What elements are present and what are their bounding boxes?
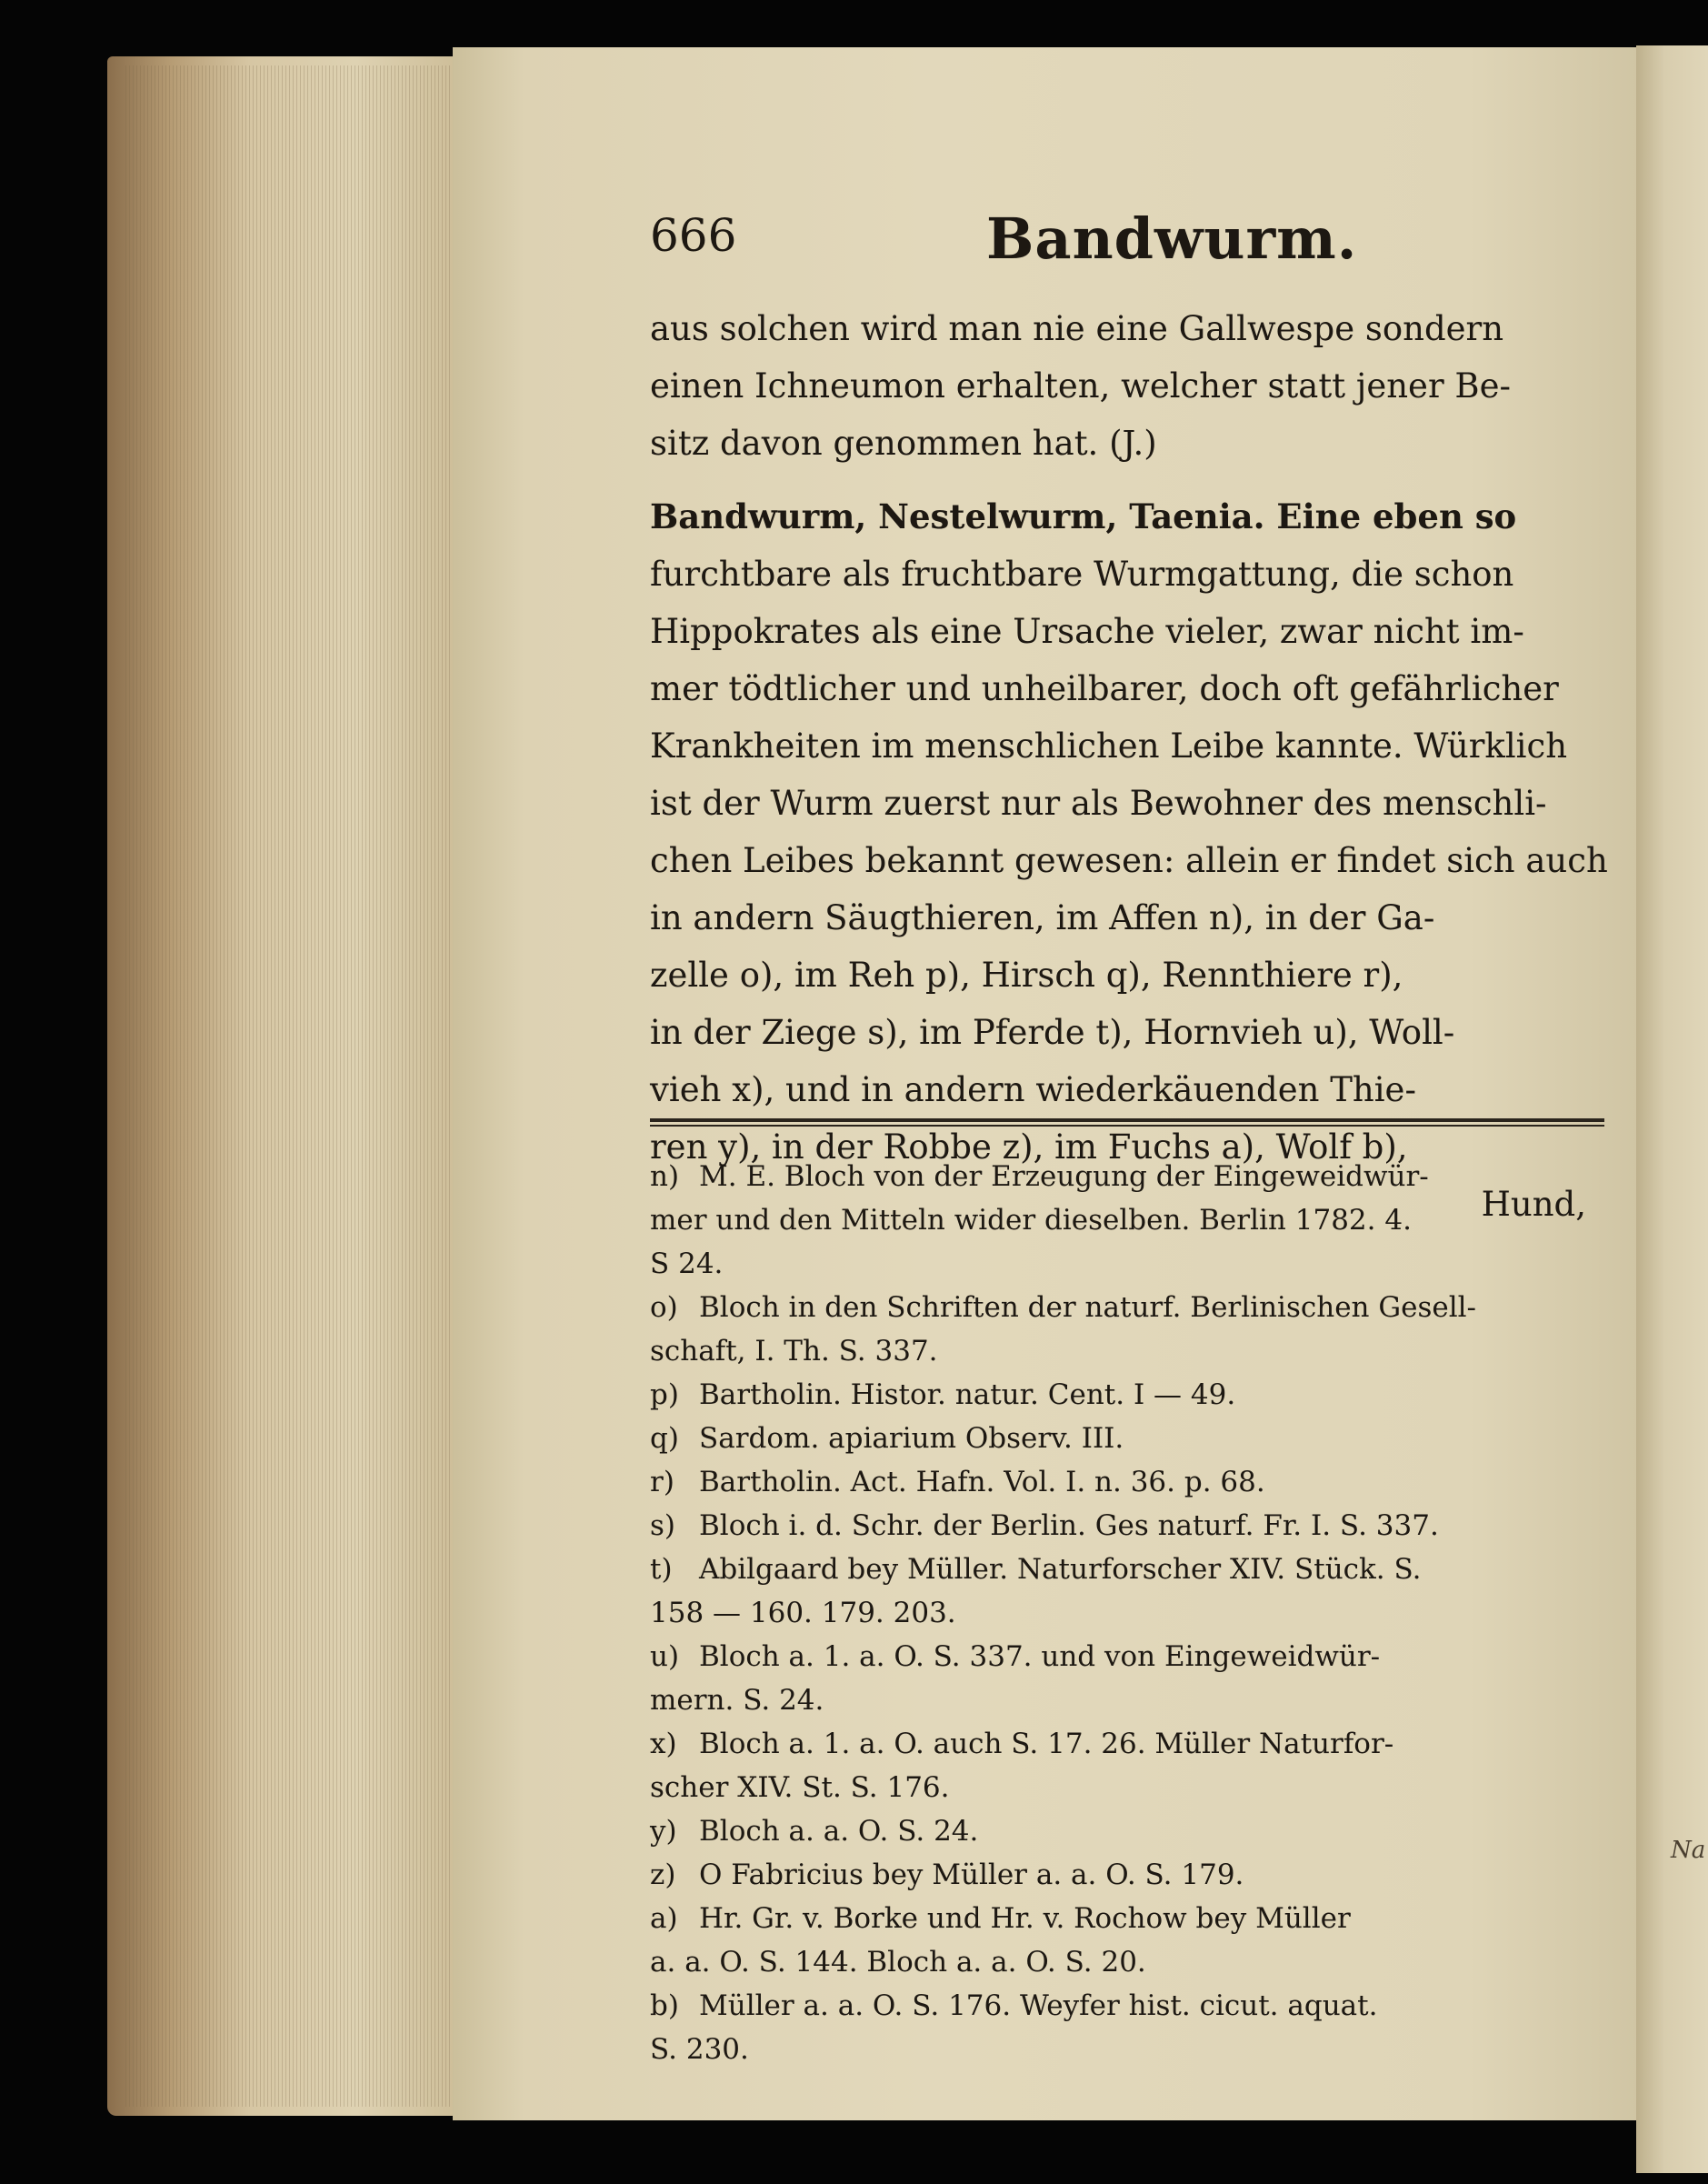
footnote-text: Bloch a. 1. a. O. auch S. 17. 26. Müller Naturfor- <box>699 1728 1394 1760</box>
body-line: zelle o), im Reh p), Hirsch q), Rennthiere r), <box>650 956 1403 995</box>
footnote-s <box>650 1504 1604 1548</box>
footnote-label: x) <box>650 1728 677 1760</box>
footnote-t-cont: 158 — 160. 179. 203. <box>650 1597 956 1629</box>
body-line: sitz davon genommen hat. (J.) <box>650 424 1157 463</box>
body-line: in andern Säugthieren, im Affen n), in der Ga- <box>650 898 1435 937</box>
footnote-divider <box>650 1118 1604 1122</box>
footnote-b-cont: S. 230. <box>650 2033 749 2066</box>
body-spacer <box>650 472 1586 488</box>
footnote-label: s) <box>650 1509 676 1542</box>
footnote-text: O Fabricius bey Müller a. a. O. S. 179. <box>699 1858 1244 1891</box>
body-line: vieh x), und in andern wiederkäuenden Thie- <box>650 1070 1416 1109</box>
book-page-edges <box>107 56 462 2116</box>
footnote-n <box>650 1155 1604 1198</box>
footnote-label: b) <box>650 1989 679 2022</box>
page-header <box>650 205 1586 282</box>
footnote-z <box>650 1853 1604 1897</box>
footnote-q <box>650 1417 1604 1460</box>
footnote-label: o) <box>650 1291 678 1324</box>
footnote-text: Bartholin. Histor. natur. Cent. I — 49. <box>699 1378 1236 1411</box>
body-text <box>650 300 1608 1233</box>
footnote-p <box>650 1373 1604 1417</box>
footnote-o <box>650 1286 1604 1329</box>
running-title: Bandwurm. <box>986 205 1358 272</box>
footnote-y <box>650 1809 1604 1853</box>
footnote-label: z) <box>650 1858 676 1891</box>
footnote-label: n) <box>650 1160 680 1193</box>
footnote-label: r) <box>650 1466 674 1498</box>
facing-page-stub-text: Na <box>1671 1837 1706 1864</box>
body-line: in der Ziege s), im Pferde t), Hornvieh u), Woll- <box>650 1013 1455 1052</box>
catchword: Hund, <box>1481 1185 1586 1224</box>
body-line: Krankheiten im menschlichen Leibe kannte. Würklich <box>650 726 1568 766</box>
footnote-n-cont: mer und den Mitteln wider dieselben. Berlin 1782. 4. <box>650 1204 1412 1237</box>
footnote-text: Sardom. apiarium Observ. III. <box>699 1422 1124 1455</box>
body-line: furchtbare als fruchtbare Wurmgattung, die schon <box>650 555 1514 594</box>
footnote-b <box>650 1984 1604 2028</box>
footnote-text: Abilgaard bey Müller. Naturforscher XIV. Stück. S. <box>699 1553 1422 1586</box>
footnote-o-cont: schaft, I. Th. S. 337. <box>650 1335 938 1368</box>
footnote-label: a) <box>650 1902 678 1935</box>
body-line: einen Ichneumon erhalten, welcher statt jener Be- <box>650 366 1511 406</box>
footnote-text: Bloch a. a. O. S. 24. <box>699 1815 979 1848</box>
page-number: 666 <box>650 209 737 262</box>
footnote-r <box>650 1460 1604 1504</box>
footnote-text: Bloch i. d. Schr. der Berlin. Ges naturf. Fr. I. S. 337. <box>699 1509 1439 1542</box>
page-content <box>650 205 1608 2066</box>
footnote-label: p) <box>650 1378 679 1411</box>
body-line: mer tödtlicher und unheilbarer, doch oft gefährlicher <box>650 669 1559 708</box>
footnote-label: q) <box>650 1422 679 1455</box>
footnote-text: M. E. Bloch von der Erzeugung der Eingeweidwür- <box>699 1160 1429 1193</box>
body-line: ist der Wurm zuerst nur als Bewohner des menschli- <box>650 784 1547 823</box>
footnote-u <box>650 1635 1604 1678</box>
footnote-a <box>650 1897 1604 1940</box>
footnote-x <box>650 1722 1604 1766</box>
entry-heading-line: Bandwurm, Nestelwurm, Taenia. Eine eben so <box>650 496 1517 536</box>
footnote-text: Hr. Gr. v. Borke und Hr. v. Rochow bey Müller <box>699 1902 1351 1935</box>
body-line: ren y), in der Robbe z), im Fuchs a), Wolf b), <box>650 1127 1408 1167</box>
body-line: aus solchen wird man nie eine Gallwespe sondern <box>650 309 1504 348</box>
footnote-x-cont: scher XIV. St. S. 176. <box>650 1771 950 1804</box>
footnote-label: u) <box>650 1640 680 1673</box>
body-line: chen Leibes bekannt gewesen: allein er findet sich auch <box>650 841 1608 880</box>
footnote-label: t) <box>650 1553 673 1586</box>
facing-page-edge <box>1636 45 1708 2173</box>
footnote-text: Bloch in den Schriften der naturf. Berlinischen Gesell- <box>699 1291 1477 1324</box>
footnote-text: Müller a. a. O. S. 176. Weyfer hist. cicut. aquat. <box>699 1989 1378 2022</box>
footnote-t <box>650 1548 1604 1591</box>
footnote-text: Bloch a. 1. a. O. S. 337. und von Eingeweidwür- <box>699 1640 1381 1673</box>
body-line: Hippokrates als eine Ursache vieler, zwar nicht im- <box>650 612 1524 651</box>
footnote-u-cont: mern. S. 24. <box>650 1684 824 1717</box>
footnote-a-cont: a. a. O. S. 144. Bloch a. a. O. S. 20. <box>650 1946 1146 1979</box>
footnote-label: y) <box>650 1815 677 1848</box>
footnote-n-cont: S 24. <box>650 1247 724 1280</box>
footnote-text: Bartholin. Act. Hafn. Vol. I. n. 36. p. 68. <box>699 1466 1265 1498</box>
footnotes <box>650 1155 1604 2071</box>
